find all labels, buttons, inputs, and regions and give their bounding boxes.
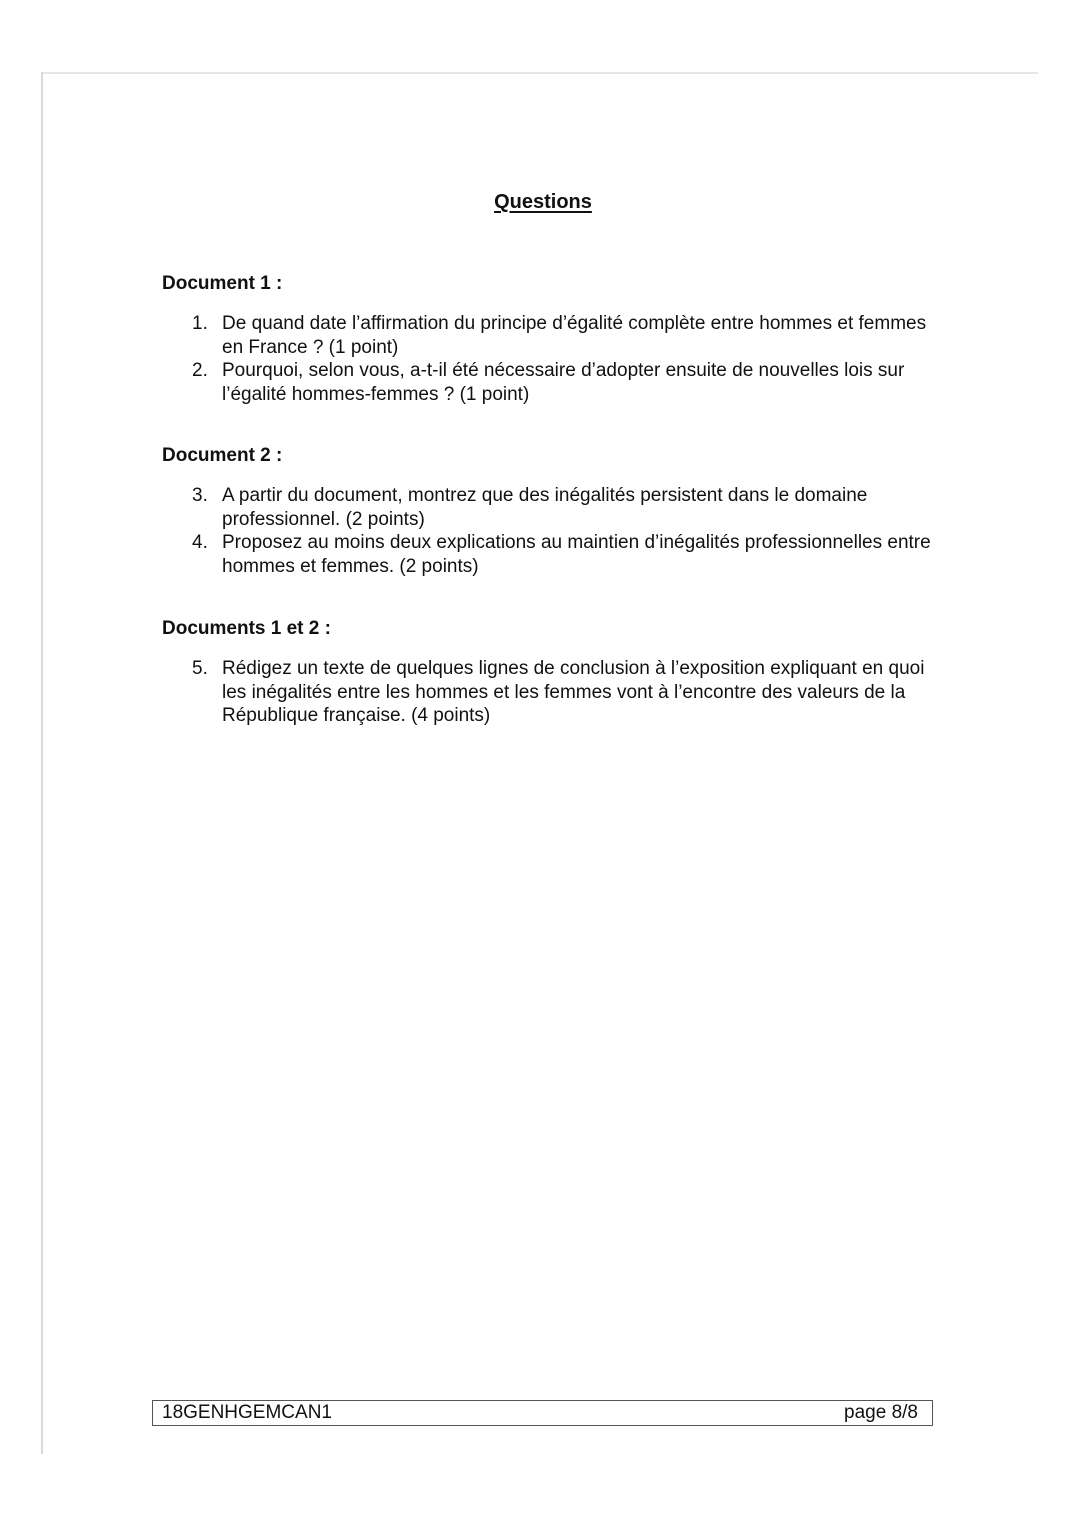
question-item — [190, 657, 930, 728]
question-list-documents-1-and-2 — [190, 657, 930, 728]
question-number: 1. — [192, 313, 208, 334]
question-list-document-2 — [190, 484, 950, 578]
section-heading-document-1: Document 1 : — [162, 273, 283, 294]
page-edge-top — [41, 72, 1038, 74]
question-number: 4. — [192, 532, 208, 553]
page-title: Questions — [494, 191, 592, 213]
section-heading-document-2: Document 2 : — [162, 445, 283, 466]
question-item — [190, 359, 950, 406]
document-code: 18GENHGEMCAN1 — [162, 1402, 332, 1423]
page-number: page 8/8 — [844, 1402, 918, 1423]
question-text: De quand date l’affirmation du principe d’égalité complète entre hommes et femmes en France ? (1 point) — [222, 313, 927, 358]
question-item — [190, 531, 950, 578]
page-edge-left — [41, 72, 43, 1454]
question-number: 3. — [192, 485, 208, 506]
question-text: Pourquoi, selon vous, a-t-il été nécessaire d’adopter ensuite de nouvelles lois sur l’égalité hommes-femmes ? (1 point) — [222, 360, 905, 405]
question-item — [190, 312, 950, 359]
question-text: Proposez au moins deux explications au maintien d’inégalités professionnelles entre hommes et femmes. (2 points) — [222, 532, 931, 577]
page-footer — [152, 1400, 933, 1426]
question-text: A partir du document, montrez que des inégalités persistent dans le domaine professionnel. (2 points) — [222, 485, 868, 530]
question-number: 5. — [192, 658, 208, 679]
question-text: Rédigez un texte de quelques lignes de conclusion à l’exposition expliquant en quoi les inégalités entre les hommes et les femmes vont à l’encontre des valeurs de la République française. (4 points) — [222, 658, 925, 726]
question-item — [190, 484, 950, 531]
question-number: 2. — [192, 360, 208, 381]
section-heading-documents-1-and-2: Documents 1 et 2 : — [162, 618, 331, 639]
question-list-document-1 — [190, 312, 950, 406]
